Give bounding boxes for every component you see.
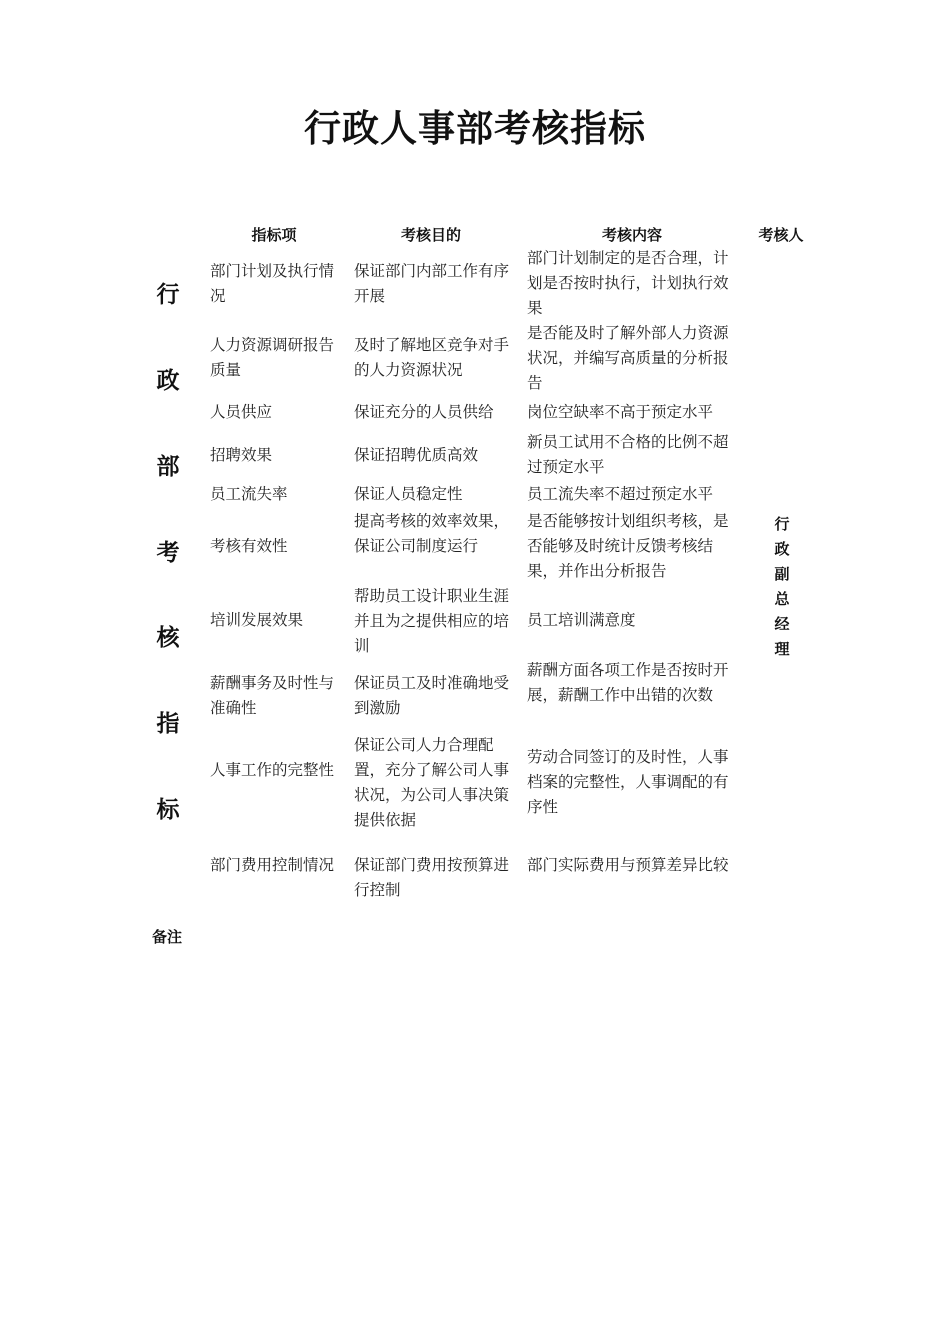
row-3-purpose: 保证充分的人员供给 xyxy=(354,403,494,421)
assessor-char: 副 xyxy=(774,565,790,583)
note-label: 备注 xyxy=(152,928,183,946)
header-item: 指标项 xyxy=(251,226,297,244)
row-9-item: 人事工作的完整性 xyxy=(210,761,335,779)
row-4-purpose: 保证招聘优质高效 xyxy=(354,446,479,464)
row-1-content: 部门计划制定的是否合理，计划是否按时执行，计划执行效果 xyxy=(527,249,729,317)
row-8-item: 薪酬事务及时性与准确性 xyxy=(210,674,335,717)
assessor-label xyxy=(764,512,800,662)
category-char: 行 xyxy=(156,282,180,308)
row-6-purpose: 提高考核的效率效果，保证公司制度运行 xyxy=(354,512,510,555)
row-10-item: 部门费用控制情况 xyxy=(210,856,335,874)
header-assessor: 考核人 xyxy=(758,226,804,244)
row-3-item: 人员供应 xyxy=(210,403,273,421)
row-2-item: 人力资源调研报告质量 xyxy=(210,336,335,379)
row-6-item: 考核有效性 xyxy=(210,537,288,555)
row-7-item: 培训发展效果 xyxy=(210,611,304,629)
header-content: 考核内容 xyxy=(601,226,662,244)
category-char: 核 xyxy=(156,625,180,651)
row-8-content: 薪酬方面各项工作是否按时开展，薪酬工作中出错的次数 xyxy=(527,661,729,704)
page-title: 行政人事部考核指标 xyxy=(304,107,646,150)
row-3-content: 岗位空缺率不高于预定水平 xyxy=(527,403,714,421)
row-6-content: 是否能够按计划组织考核，是否能够及时统计反馈考核结果，并作出分析报告 xyxy=(527,512,729,580)
row-5-purpose: 保证人员稳定性 xyxy=(354,485,463,503)
row-8-purpose: 保证员工及时准确地受到激励 xyxy=(354,674,510,717)
row-10-content: 部门实际费用与预算差异比较 xyxy=(527,856,729,874)
assessor-char: 总 xyxy=(774,590,790,608)
row-2-content: 是否能及时了解外部人力资源状况，并编写高质量的分析报告 xyxy=(527,324,729,392)
row-5-content: 员工流失率不超过预定水平 xyxy=(527,485,714,503)
category-char: 部 xyxy=(156,454,180,480)
row-4-item: 招聘效果 xyxy=(210,446,273,464)
row-1-purpose: 保证部门内部工作有序开展 xyxy=(354,262,510,305)
category-char: 标 xyxy=(156,797,180,823)
row-2-purpose: 及时了解地区竞争对手的人力资源状况 xyxy=(354,336,510,379)
row-9-purpose: 保证公司人力合理配置，充分了解公司人事状况，为公司人事决策提供依据 xyxy=(354,736,510,829)
row-4-content: 新员工试用不合格的比例不超过预定水平 xyxy=(527,433,729,476)
row-1-item: 部门计划及执行情况 xyxy=(210,262,335,305)
assessor-char: 行 xyxy=(774,515,790,533)
row-7-purpose: 帮助员工设计职业生涯并且为之提供相应的培训 xyxy=(354,587,510,655)
assessor-char: 经 xyxy=(774,615,790,633)
assessor-char: 政 xyxy=(774,540,790,558)
category-char: 考 xyxy=(156,540,180,566)
category-char: 指 xyxy=(156,711,180,737)
header-purpose: 考核目的 xyxy=(400,226,461,244)
row-10-purpose: 保证部门费用按预算进行控制 xyxy=(354,856,510,899)
assessor-char: 理 xyxy=(774,640,790,658)
row-5-item: 员工流失率 xyxy=(210,485,288,503)
category-char: 政 xyxy=(156,368,180,394)
row-7-content: 员工培训满意度 xyxy=(527,611,636,629)
row-9-content: 劳动合同签订的及时性，人事档案的完整性，人事调配的有序性 xyxy=(527,748,729,816)
